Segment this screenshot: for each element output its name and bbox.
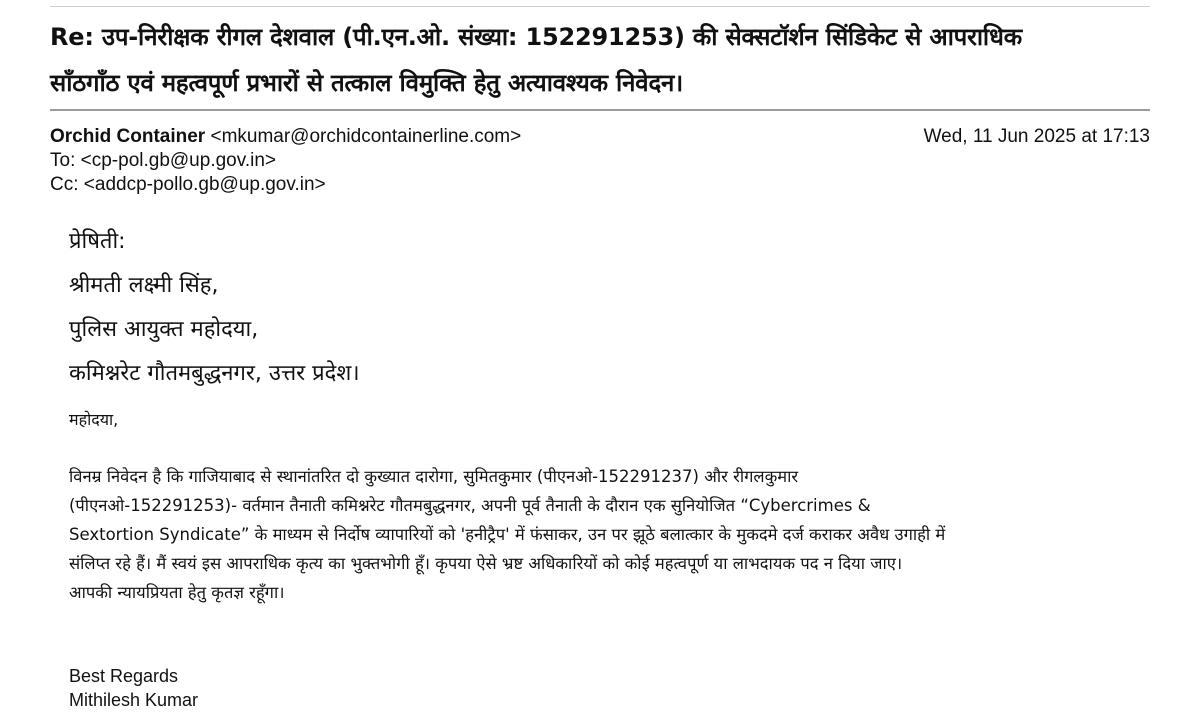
letter-body [69, 462, 1159, 607]
header-divider [50, 109, 1150, 111]
signature: Mithilesh Kumar [69, 690, 199, 710]
cc-label: Cc: [50, 174, 79, 195]
to-row [50, 149, 276, 173]
to-label: To: [50, 150, 76, 171]
body-line: विनम्र निवेदन है कि गाजियाबाद से स्थानांतरित दो कुख्यात दारोगा, सुमितकुमार (पीएनओ-152291237) और रीगलकुमार [69, 467, 799, 486]
body-line: संलिप्त रहे हैं। मैं स्वयं इस आपराधिक कृत्य का भुक्तभोगी हूँ। कृपया ऐसे भ्रष्ट अधिकारियों को कोई महत्वपूर्ण या लाभदायक पद न दिया जाए। [69, 554, 903, 573]
sender-email[interactable]: <mkumar@orchidcontainerline.com> [210, 126, 522, 147]
email-subject [50, 14, 1160, 106]
email-date: Wed, 11 Jun 2025 at 17:13 [923, 126, 1150, 147]
salutation: महोदया, [69, 410, 119, 429]
addressee-line: पुलिस आयुक्त महोदया, [69, 317, 259, 342]
sender-name[interactable]: Orchid Container [50, 126, 206, 147]
body-line: (पीएनओ-152291253)- वर्तमान तैनाती कमिश्नरेट गौतमबुद्धनगर, अपनी पूर्व तैनाती के दौरान एक सुनियोजित “Cybercrimes & [69, 496, 871, 515]
cc-row [50, 173, 326, 197]
body-line: Sextortion Syndicate” के माध्यम से निर्दोष व्यापारियों को 'हनीट्रैप' में फंसाकर, उन पर झूठे बलात्कार के मुकदमे दर्ज कराकर अवैध उगाही में [69, 525, 946, 544]
cc-recipient[interactable]: <addcp-pollo.gb@up.gov.in> [83, 174, 326, 195]
addressee-line: कमिश्नरेट गौतमबुद्धनगर, उत्तर प्रदेश। [69, 361, 360, 386]
from-row [50, 125, 521, 149]
top-divider [50, 6, 1150, 7]
subject-line-1: Re: उप-निरीक्षक रीगल देशवाल (पी.एन.ओ. संख्या: 152291253) की सेक्सटॉर्शन सिंडिकेट से आपराधिक [50, 23, 1022, 51]
addressee-line: श्रीमती लक्ष्मी सिंह, [69, 273, 219, 298]
closing: Best Regards [69, 666, 179, 686]
subject-line-2: साँठगाँठ एवं महत्वपूर्ण प्रभारों से तत्काल विमुक्ति हेतु अत्यावश्यक निवेदन। [50, 69, 683, 97]
body-line: आपकी न्यायप्रियता हेतु कृतज्ञ रहूँगा। [69, 583, 285, 602]
signoff-block [69, 664, 198, 712]
addressee-line: प्रेषिती: [69, 229, 126, 254]
to-recipient[interactable]: <cp-pol.gb@up.gov.in> [80, 150, 276, 171]
addressee-block [69, 220, 360, 396]
